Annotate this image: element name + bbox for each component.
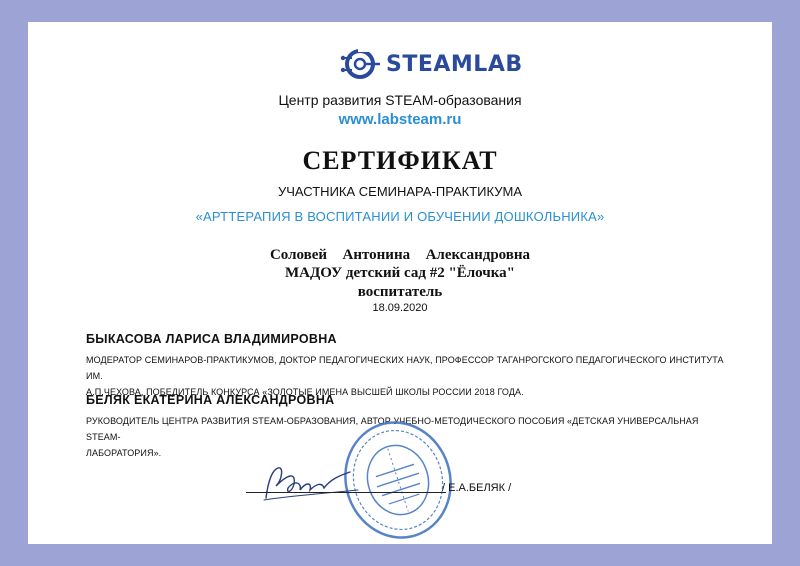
signatory-description-line: РУКОВОДИТЕЛЬ ЦЕНТРА РАЗВИТИЯ STEAM-ОБРАЗОВАНИЯ, АВТОР УЧЕБНО-МЕТОДИЧЕСКОГО ПОСОБИЯ «ДЕТСКАЯ УНИВЕРСАЛЬНАЯ STEAM-: [86, 416, 699, 442]
signatory-name: БЕЛЯК ЕКАТЕРИНА АЛЕКСАНДРОВНА: [86, 393, 335, 407]
steamlab-logo-icon: [338, 44, 382, 84]
certificate-sheet: [28, 22, 772, 544]
recipient-organization: МАДОУ детский сад #2 "Ёлочка": [284, 265, 516, 281]
signatory-description-line: А.П.ЧЕХОВА, ПОБЕДИТЕЛЬ КОНКУРСА «ЗОЛОТЫЕ ИМЕНА ВЫСШЕЙ ШКОЛЫ РОССИИ 2018 ГОДА.: [86, 387, 524, 397]
center-subtitle: Центр развития STEAM-образования: [278, 92, 522, 108]
signatory-block: [86, 332, 726, 400]
steamlab-logo: [338, 44, 538, 84]
recipient-position: воспитатель: [357, 284, 443, 300]
signature-line: [246, 492, 446, 493]
signatory-description-line: МОДЕРАТОР СЕМИНАРОВ-ПРАКТИКУМОВ, ДОКТОР ПЕДАГОГИЧЕСКИХ НАУК, ПРОФЕССОР ТАГАНРОГСКОГО ПЕДАГОГИЧЕСКОГО ИНСТИТУТА ИМ.: [86, 355, 724, 381]
certificate-title: СЕРТИФИКАТ: [302, 146, 498, 175]
signer-name: / Е.А.БЕЛЯК /: [442, 482, 512, 494]
seminar-topic: «АРТТЕРАПИЯ В ВОСПИТАНИИ И ОБУЧЕНИИ ДОШКОЛЬНИКА»: [195, 209, 605, 224]
logo-text: STEAMLAB: [386, 51, 523, 77]
signatory-description-line: ЛАБОРАТОРИЯ».: [86, 448, 162, 458]
website-link[interactable]: www.labsteam.ru: [338, 111, 462, 128]
handwritten-signature: [258, 460, 368, 505]
participant-line: УЧАСТНИКА СЕМИНАРА-ПРАКТИКУМА: [277, 184, 523, 199]
certificate-date: 18.09.2020: [372, 302, 428, 314]
signatory-name: БЫКАСОВА ЛАРИСА ВЛАДИМИРОВНА: [86, 332, 337, 346]
recipient-name: Соловей Антонина Александровна: [269, 247, 531, 263]
